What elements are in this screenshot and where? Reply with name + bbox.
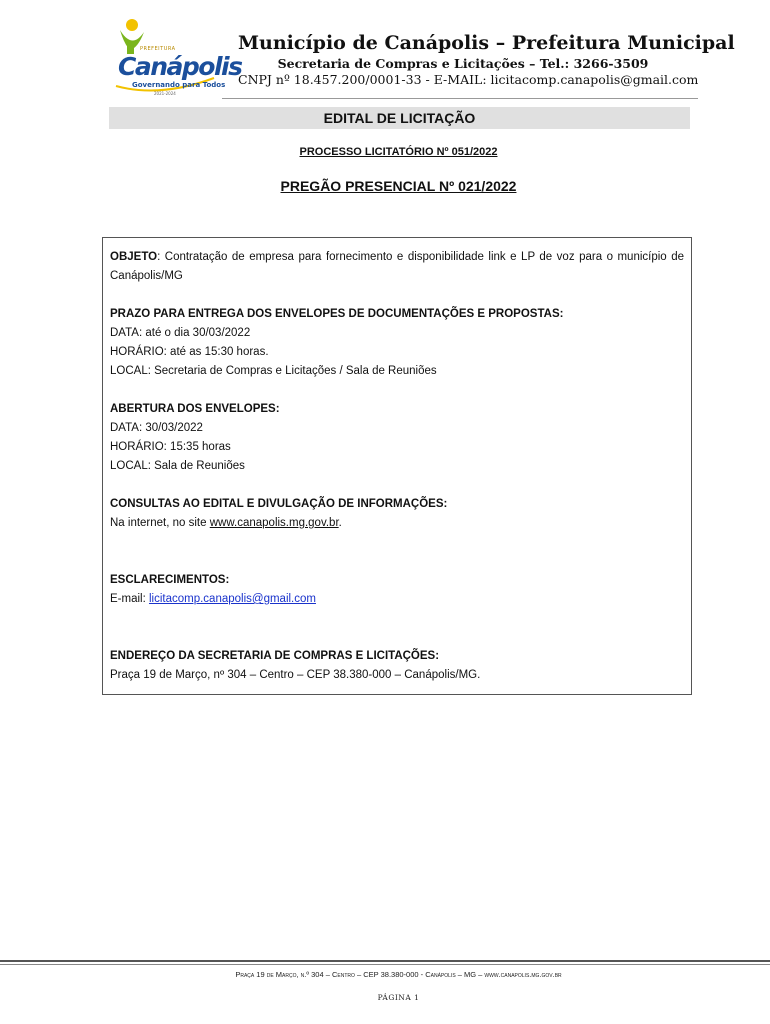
abertura-heading: ABERTURA DOS ENVELOPES: [110, 403, 280, 415]
endereco-text: Praça 19 de Março, nº 304 – Centro – CEP 38.380-000 – Canápolis/MG. [110, 669, 481, 681]
letterhead-title: Município de Canápolis – Prefeitura Municipal [238, 32, 735, 54]
letterhead [238, 30, 735, 88]
header-divider [222, 98, 698, 99]
prazo-data: DATA: até o dia 30/03/2022 [110, 327, 251, 339]
edital-summary-box [102, 237, 692, 695]
logo-term: 2021-2024 [154, 91, 176, 96]
email-link[interactable]: licitacomp.canapolis@gmail.com [148, 593, 316, 605]
esclarecimentos-text: E-mail: licitacomp.canapolis@gmail.com [110, 593, 316, 605]
pregao-number: PREGÃO PRESENCIAL Nº 021/2022 [280, 178, 517, 194]
logo-prefeitura-text: PREFEITURA [140, 46, 176, 52]
abertura-local: LOCAL: Sala de Reuniões [110, 460, 245, 472]
endereco-heading: ENDEREÇO DA SECRETARIA DE COMPRAS E LICITAÇÕES: [110, 650, 440, 662]
page-number: PÁGINA 1 [377, 993, 420, 1002]
site-link[interactable]: www.canapolis.mg.gov.br [209, 517, 339, 529]
consultas-text: Na internet, no site www.canapolis.mg.gov.br. [110, 517, 342, 529]
document-banner-title: EDITAL DE LICITAÇÃO [109, 107, 690, 129]
objeto-paragraph [110, 248, 684, 286]
municipal-logo [110, 16, 242, 100]
objeto-text: : Contratação de empresa para fornecimento e disponibilidade link e LP de voz para o município de Canápolis/MG [110, 251, 684, 282]
processo-number: PROCESSO LICITATÓRIO Nº 051/2022 [299, 146, 498, 158]
logo-slogan: Governando para Todos [132, 81, 226, 89]
abertura-horario: HORÁRIO: 15:35 horas [110, 441, 231, 453]
footer-address: Praça 19 de Março, n.º 304 – Centro – CEP 38.380-000 - Canápolis – MG – www.canapolis.mg.gov.br [235, 970, 562, 979]
prazo-horario: HORÁRIO: até as 15:30 horas. [110, 346, 269, 358]
logo-wordmark: Canápolis [118, 52, 242, 81]
esclarecimentos-heading: ESCLARECIMENTOS: [110, 574, 230, 586]
letterhead-cnpj: CNPJ nº 18.457.200/0001-33 - E-MAIL: licitacomp.canapolis@gmail.com [238, 72, 699, 87]
prazo-heading: PRAZO PARA ENTREGA DOS ENVELOPES DE DOCUMENTAÇÕES E PROPOSTAS: [110, 308, 564, 320]
prazo-local: LOCAL: Secretaria de Compras e Licitações / Sala de Reuniões [110, 365, 437, 377]
footer-rule [0, 960, 770, 962]
letterhead-subtitle: Secretaria de Compras e Licitações – Tel.: 3266-3509 [277, 56, 649, 71]
footer-rule-thin [0, 964, 770, 965]
consultas-heading: CONSULTAS AO EDITAL E DIVULGAÇÃO DE INFORMAÇÕES: [110, 498, 448, 510]
abertura-data: DATA: 30/03/2022 [110, 422, 203, 434]
objeto-label: OBJETO [110, 251, 158, 263]
